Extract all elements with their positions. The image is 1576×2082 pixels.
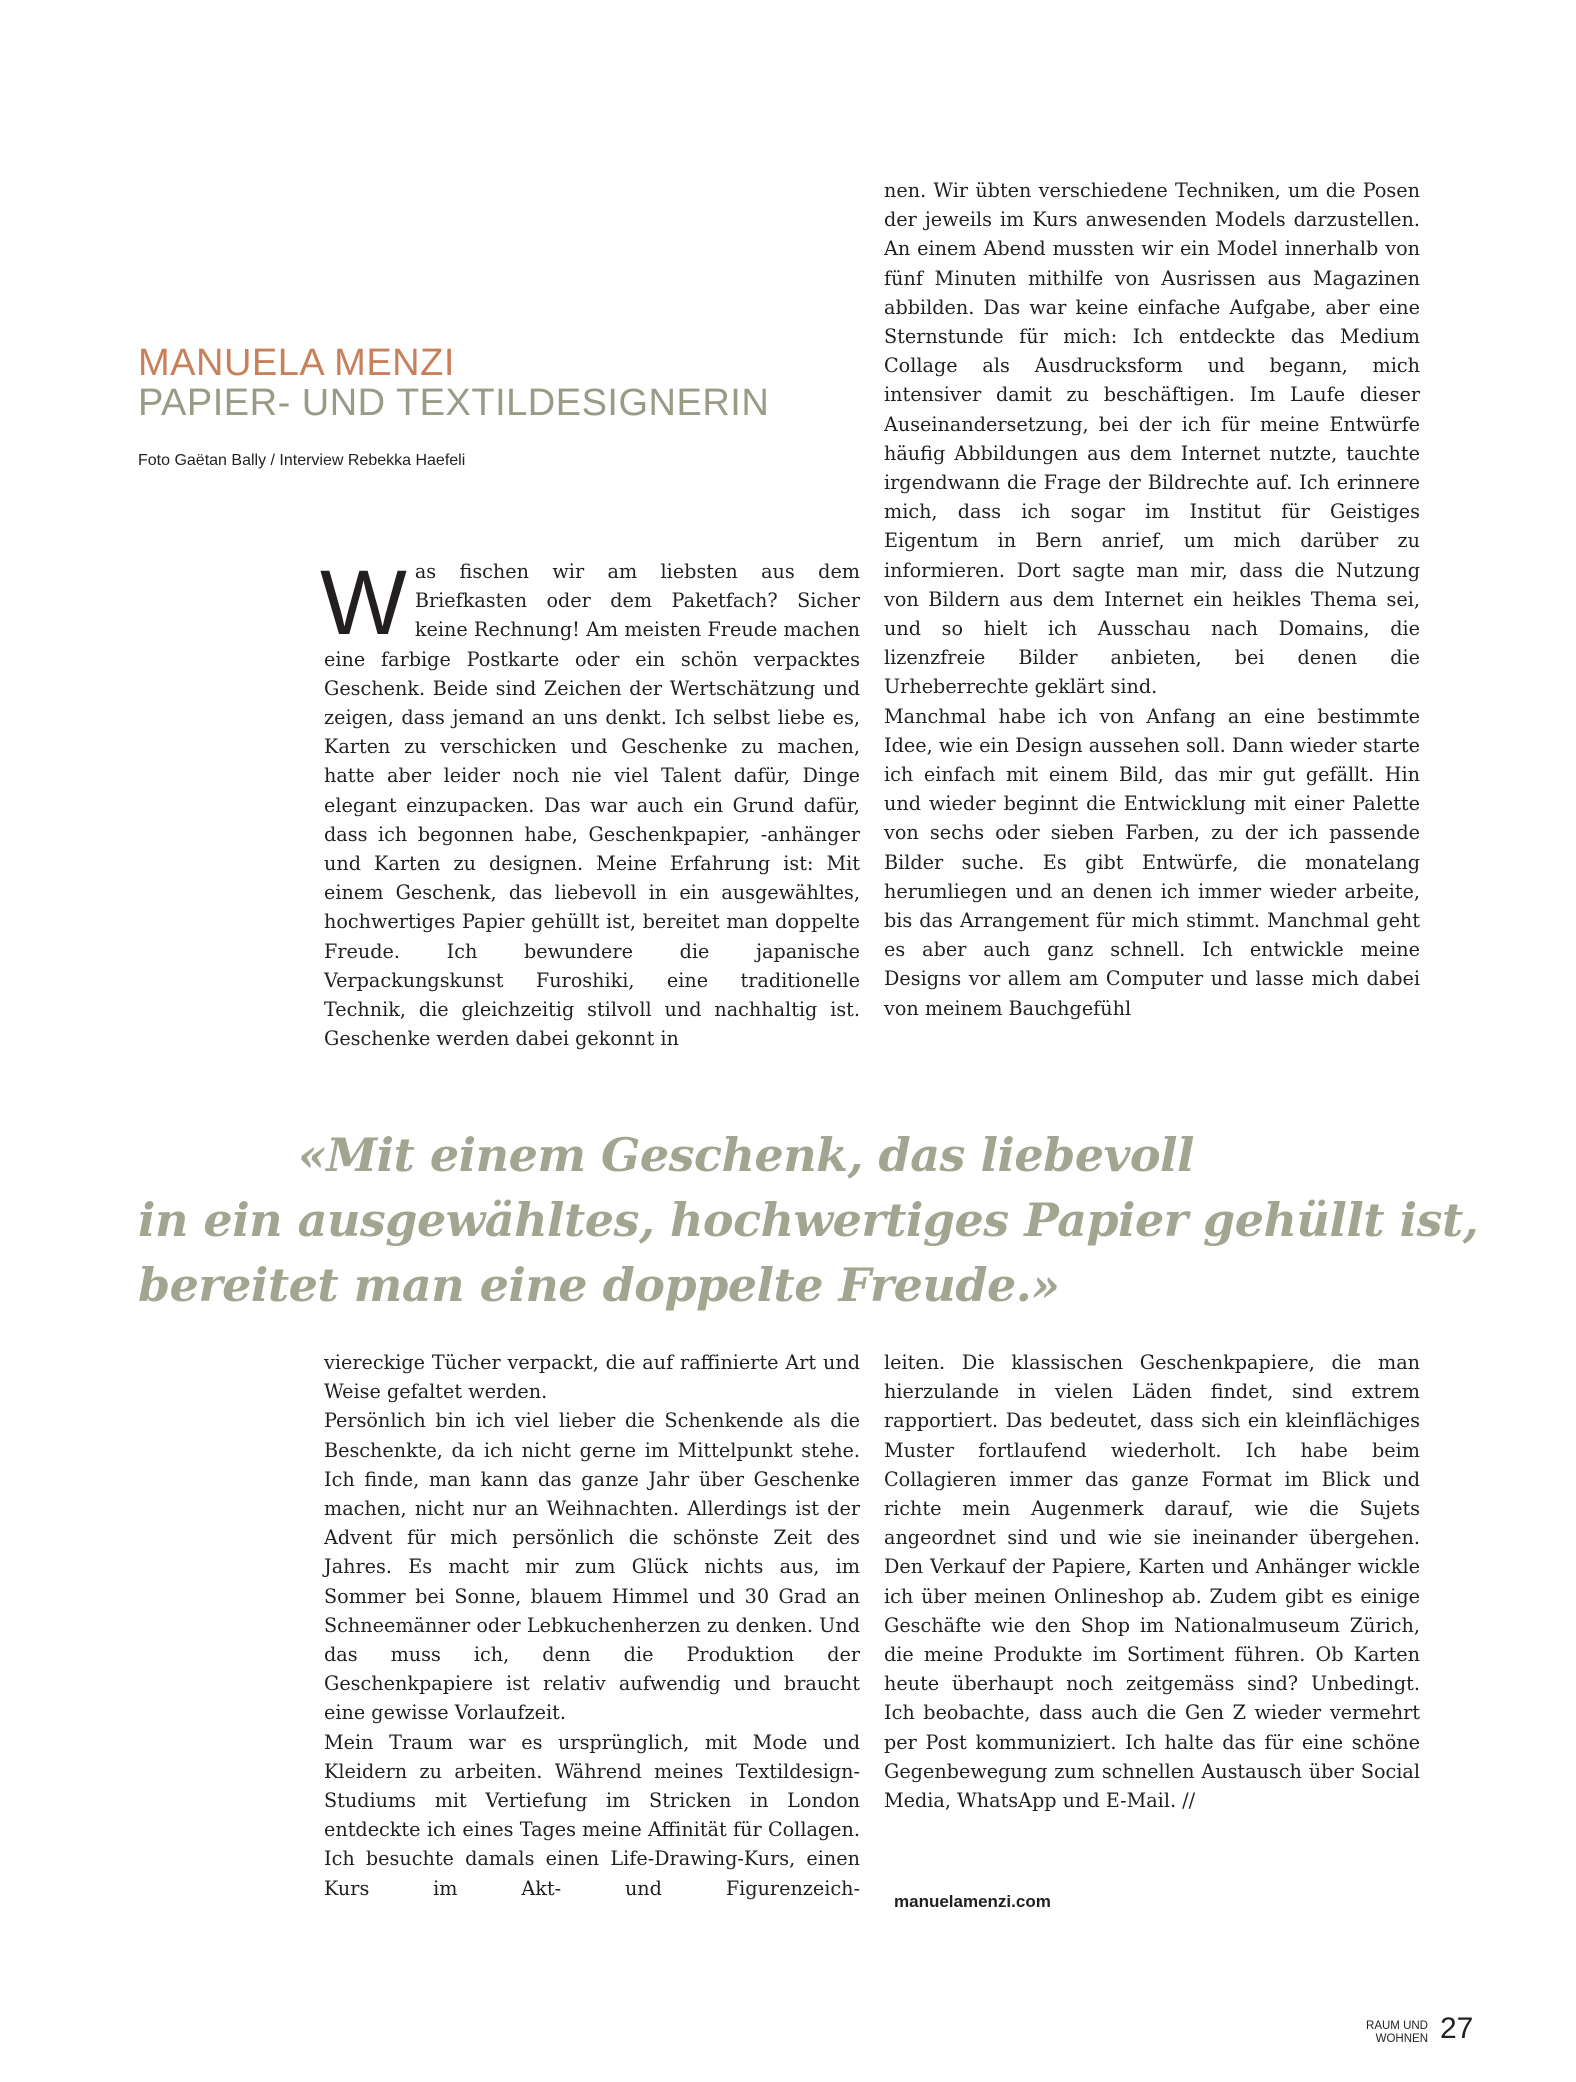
photo-credit: Foto Gaëtan Bally / Interview Rebekka Haefeli bbox=[138, 452, 466, 469]
paragraph: nen. Wir übten verschiedene Techniken, um die Posen der jeweils im Kurs anwesenden Models darzustellen. An einem Abend mussten wir ein Model innerhalb von fünf Minuten mithilfe von Ausrissen aus Magazinen abbilden. Das war keine einfache Aufgabe, aber eine Sternstunde für mich: Ich entdeckte das Medium Collage als Ausdrucksform und begann, mich intensiver damit zu beschäftigen. Im Laufe dieser Auseinandersetzung, bei der ich für meine Entwürfe häufig Abbildungen aus dem Internet nutzte, tauchte irgendwann die Frage der Bildrechte auf. Ich erinnere mich, dass ich sogar im Institut für Geistiges Eigentum in Bern anrief, um mich darüber zu informieren. Dort sagte man mir, dass die Nutzung von Bildern aus dem Internet ein heikles Thema sei, und so hielt ich Ausschau nach Domains, die lizenzfreie Bilder anbieten, bei denen die Urheberrechte geklärt sind. bbox=[884, 179, 1420, 699]
website-link[interactable]: manuelamenzi.com bbox=[894, 1892, 1051, 1911]
magazine-name-line: WOHNEN bbox=[1375, 2033, 1428, 2045]
pull-quote-line: bereitet man eine doppelte Freude.» bbox=[138, 1258, 1060, 1312]
pull-quote-line: «Mit einem Geschenk, das liebevoll bbox=[298, 1128, 1194, 1182]
paragraph: Manchmal habe ich von Anfang an eine bestimmte Idee, wie ein Design aussehen soll. Dann wieder starte ich einfach mit einem Bild, das mir gut gefällt. Hin und wieder beginnt die Entwicklung mit einer Palette von sechs oder sieben Farben, zu der ich passende Bilder suche. Es gibt Entwürfe, die monatelang herumliegen und an denen ich immer wieder arbeite, bis das Arrangement für mich stimmt. Manchmal geht es aber auch ganz schnell. Ich entwickle meine Designs vor allem am Computer und lasse mich dabei von meinem Bauchgefühl bbox=[884, 704, 1420, 1020]
article-column-2-bottom bbox=[884, 1348, 1420, 1815]
page-number: 27 bbox=[1440, 2012, 1474, 2045]
magazine-name bbox=[1352, 2020, 1428, 2046]
drop-cap: W bbox=[320, 552, 407, 654]
pull-quote-line: in ein ausgewähltes, hochwertiges Papier gehüllt ist, bbox=[138, 1193, 1479, 1247]
author-role: PAPIER- UND TEXTILDESIGNERIN bbox=[138, 382, 770, 424]
paragraph: Persönlich bin ich viel lieber die Schenkende als die Beschenkte, da ich nicht gerne im Mittelpunkt stehe. Ich finde, man kann das ganze Jahr über Geschenke machen, nicht nur an Weihnachten. Allerdings ist der Advent für mich persönlich die schönste Zeit des Jahres. Es macht mir zum Glück nichts aus, im Sommer bei Sonne, blauem Himmel und 30 Grad an Schneemänner oder Lebkuchenherzen zu denken. Und das muss ich, denn die Produktion der Geschenkpapiere ist relativ aufwendig und braucht eine gewisse Vorlaufzeit. bbox=[324, 1409, 860, 1725]
paragraph: Mein Traum war es ursprünglich, mit Mode und Kleidern zu arbeiten. Während meines Textildesign-Studiums mit Vertiefung im Stricken in London entdeckte ich eines Tages meine Affinität für Collagen. Ich besuchte damals einen Life-Drawing-Kurs, einen Kurs im Akt- und Figurenzeich- bbox=[324, 1730, 860, 1900]
paragraph: leiten. Die klassischen Geschenkpapiere, die man hierzulande in vielen Läden findet, sind extrem rapportiert. Das bedeutet, dass sich ein kleinflächiges Muster fortlaufend wiederholt. Ich habe beim Collagieren immer das ganze Format im Blick und richte mein Augenmerk darauf, wie die Sujets angeordnet sind und wie sie ineinander übergehen. Den Verkauf der Papiere, Karten und Anhänger wickle ich über meinen Onlineshop ab. Zudem gibt es einige Geschäfte wie den Shop im Nationalmuseum Zürich, die meine Produkte im Sortiment führen. Ob Karten heute überhaupt noch zeitgemäss sind? Unbedingt. Ich beobachte, dass auch die Gen Z wieder vermehrt per Post kommuniziert. Ich halte das für eine schöne Gegenbewegung zum schnellen Austausch über Social Media, WhatsApp und E-Mail. // bbox=[884, 1351, 1420, 1813]
paragraph: as fischen wir am liebsten aus dem Briefkasten oder dem Paketfach? Sicher keine Rechnung! Am meisten Freude machen eine farbige Postkarte oder ein schön verpacktes Geschenk. Beide sind Zeichen der Wertschätzung und zeigen, dass jemand an uns denkt. Ich selbst liebe es, Karten zu verschicken und Geschenke zu machen, hatte aber leider noch nie viel Talent dafür, Dinge elegant einzupacken. Das war auch ein Grund dafür, dass ich begonnen habe, Geschenkpapier, -anhänger und Karten zu designen. Meine Erfahrung ist: Mit einem Geschenk, das liebevoll in ein ausgewähltes, hochwertiges Papier gehüllt ist, bereitet man doppelte Freude. Ich bewundere die japanische Verpackungskunst Furoshiki, eine traditionelle Technik, die gleichzeitig stilvoll und nachhaltig ist. Geschenke werden dabei gekonnt in bbox=[324, 560, 860, 1051]
article-column-1-bottom bbox=[324, 1348, 860, 1903]
pull-quote bbox=[138, 1123, 1479, 1318]
paragraph: viereckige Tücher verpackt, die auf raffinierte Art und Weise gefaltet werden. bbox=[324, 1351, 860, 1404]
article-column-1-top bbox=[320, 552, 860, 1053]
magazine-name-line: RAUM UND bbox=[1366, 2020, 1428, 2032]
author-name: MANUELA MENZI bbox=[138, 342, 455, 384]
article-column-2-top bbox=[884, 176, 1420, 1023]
